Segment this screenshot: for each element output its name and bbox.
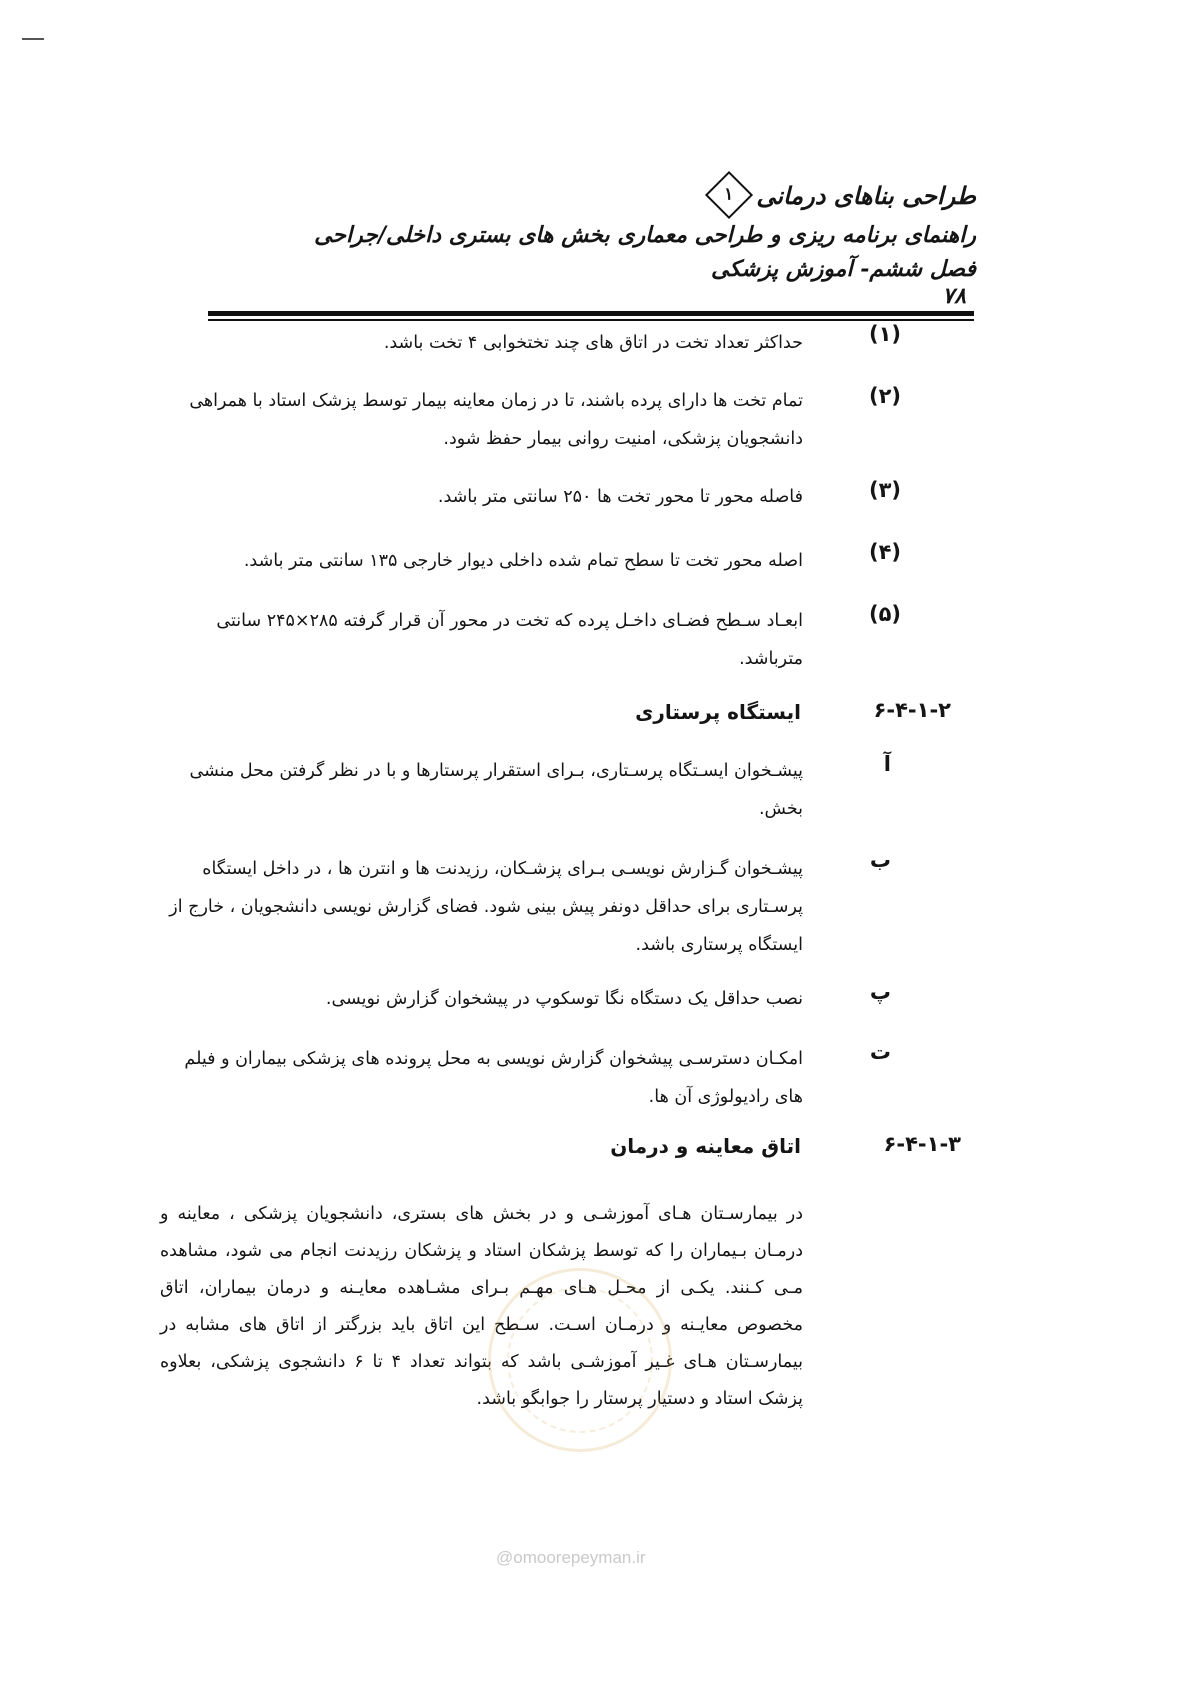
item-text: پیشـخوان گـزارش نویسـی بـرای پزشـکان، رزیدنت ها و انترن ها ، در داخل ایستگاه پرسـتاری برای حداقل دونفر پیش بینی شود. فضای گزارش نویسی دانشجویان ، خارج از ایستگاه پرستاری باشد. <box>169 859 803 955</box>
chapter-title: فصل ششم- آموزش پزشکی <box>711 256 976 282</box>
item-letter: ب <box>869 848 891 872</box>
item-text: ابعـاد سـطح فضـای داخـل پرده که تخت در محور آن قرار گرفته ۲۸۵×۲۴۵ سانتی مترباشد. <box>216 611 803 669</box>
scan-mark <box>22 38 44 40</box>
item-text: نصب حداقل یک دستگاه نگا توسکوپ در پیشخوان گزارش نویسی. <box>325 989 803 1009</box>
header-rule-thin <box>208 319 974 321</box>
watermark-text: @omoorepeyman.ir <box>496 1548 646 1567</box>
item-text: حداکثر تعداد تخت در اتاق های چند تختخوابی ۴ تخت باشد. <box>383 333 803 353</box>
section-title: اتاق معاینه و درمان <box>610 1134 801 1158</box>
book-subtitle: راهنمای برنامه ریزی و طراحی معماری بخش های بستری داخلی/جراحی <box>314 222 976 248</box>
header-rule-thick <box>208 311 974 316</box>
item-number: (۳) <box>868 478 901 502</box>
item-text: پیشـخوان ایسـتگاه پرسـتاری، بـرای استقرار پرستارها و با در نظر گرفتن محل منشی بخش. <box>189 761 803 819</box>
section-title: ایستگاه پرستاری <box>635 700 801 724</box>
item-letter: پ <box>869 980 891 1004</box>
item-number: (۴) <box>868 540 901 564</box>
section-number: ۶-۴-۱-۲ <box>873 698 951 722</box>
body-paragraph: در بیمارسـتان هـای آموزشـی و در بخش های بستری، دانشجویان پزشکی ، معاینه و درمـان بـیماران را که توسط پزشکان استاد و پزشکان رزیدنت انجام می شود، مشاهده مـی کـنند. یکـی از محـل هـای مهـم بـرای مشـاهده معایـنه و درمان بیماران، اتاق مخصوص معایـنه و درمـان اسـت. سـطح این اتاق باید بزرگتر از اتاق های مشابه در بیمارسـتان هـای غـیر آموزشـی باشد که بتواند تعداد ۴ تا ۶ دانشجوی پزشکی، بعلاوه پزشک استاد و دستیار پرستار را جوابگو باشد. <box>160 1204 804 1409</box>
item-number: (۵) <box>868 602 901 626</box>
watermark-seal <box>488 1268 672 1452</box>
item-letter: ت <box>869 1040 891 1064</box>
item-letter: آ <box>883 752 891 776</box>
item-number: (۲) <box>868 384 901 408</box>
item-number: (۱) <box>868 322 901 346</box>
volume-badge <box>705 171 753 219</box>
item-text: فاصله محور تا محور تخت ها ۲۵۰ سانتی متر باشد. <box>437 487 803 507</box>
item-text: اصله محور تخت تا سطح تمام شده داخلی دیوار خارجی ۱۳۵ سانتی متر باشد. <box>243 551 803 571</box>
page-number: ۷۸ <box>942 283 966 309</box>
volume-number: ۱ <box>724 185 734 206</box>
section-number: ۶-۴-۱-۳ <box>883 1132 961 1156</box>
book-title <box>708 178 976 212</box>
item-text: امکـان دسترسـی پیشخوان گزارش نویسی به محل پرونده های پزشکی بیماران و فیلم های رادیولوژی آن ها. <box>184 1049 803 1107</box>
item-text: تمام تخت ها دارای پرده باشند، تا در زمان معاینه بیمار توسط پزشک استاد با همراهی دانشجویان پزشکی، امنیت روانی بیمار حفظ شود. <box>189 391 803 449</box>
book-title-text: طراحی بناهای درمانی <box>756 180 976 210</box>
